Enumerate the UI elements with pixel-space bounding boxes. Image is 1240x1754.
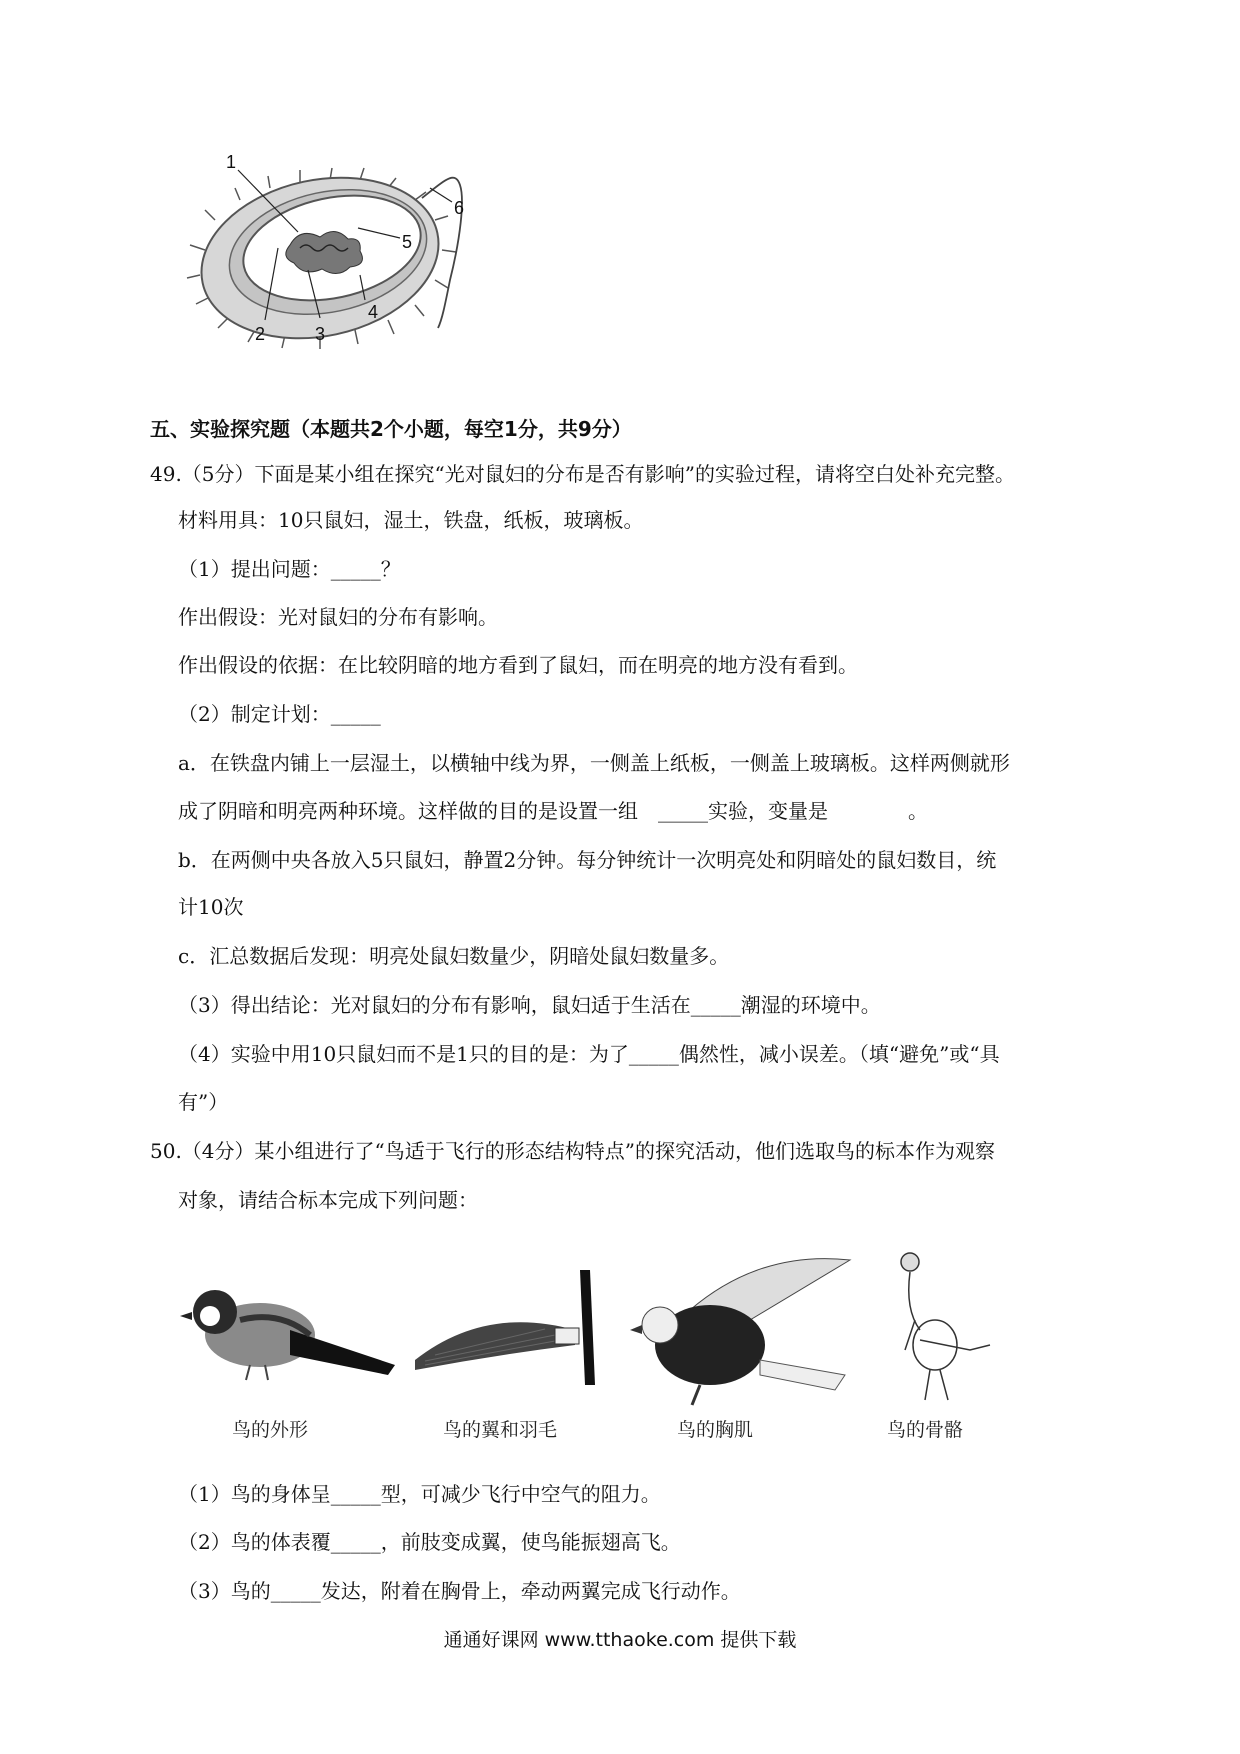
q50-stem-line1: 50.（4分）某小组进行了“鸟适于飞行的形态结构特点”的探究活动，他们选取鸟的标本作为观察 [150,1139,995,1163]
label-4: 4 [368,302,379,322]
q49-part3: （3）得出结论：光对鼠妇的分布有影响，鼠妇适于生活在_____潮湿的环境中。 [178,993,881,1017]
bird-wing-feather-image [405,1265,615,1395]
q49-hypothesis: 作出假设：光对鼠妇的分布有影响。 [178,605,498,629]
q49-part2: （2）制定计划：_____ [178,702,381,726]
section-title: 五、实验探究题（本题共2个小题，每空1分，共9分） [150,417,632,441]
q49-materials: 材料用具：10只鼠妇，湿土，铁盘，纸板，玻璃板。 [178,508,644,532]
label-2: 2 [255,324,266,344]
label-6: 6 [454,198,465,218]
bird-pectoral-muscle-image [630,1250,860,1410]
q49-step-b-line1: b．在两侧中央各放入5只鼠妇，静置2分钟。每分钟统计一次明亮处和阴暗处的鼠妇数目，统 [178,848,997,872]
caption-skeleton: 鸟的骨骼 [886,1419,963,1441]
q49-part1: （1）提出问题：_____？ [178,557,401,581]
bird-skeleton-image [880,1250,1000,1410]
q49-part4-line1: （4）实验中用10只鼠妇而不是1只的目的是：为了_____偶然性，减小误差。（填“避免”或“具 [178,1042,1000,1066]
label-3: 3 [315,324,326,344]
caption-wing-feather: 鸟的翼和羽毛 [442,1419,557,1441]
q49-step-a-line1: a．在铁盘内铺上一层湿土，以横轴中线为界，一侧盖上纸板，一侧盖上玻璃板。这样两侧就形 [178,751,1010,775]
label-1: 1 [226,152,237,172]
label-5: 5 [402,232,413,252]
q49-step-a-line2: 成了阴暗和明亮两种环境。这样做的目的是设置一组 _____实验，变量是 。 [178,799,928,823]
q49-step-c: c．汇总数据后发现：明亮处鼠妇数量少，阴暗处鼠妇数量多。 [178,944,730,968]
q49-part4-line2: 有”） [178,1090,229,1114]
q49-stem: 49.（5分）下面是某小组在探究“光对鼠妇的分布是否有影响”的实验过程，请将空白处补充完整。 [150,462,1015,486]
q50-part2: （2）鸟的体表覆_____，前肢变成翼，使鸟能振翅高飞。 [178,1530,681,1554]
q49-step-b-line2: 计10次 [178,895,244,919]
q50-stem-line2: 对象，请结合标本完成下列问题： [178,1188,478,1212]
q49-basis: 作出假设的依据：在比较阴暗的地方看到了鼠妇，而在明亮的地方没有看到。 [178,653,858,677]
page-footer: 通通好课网 www.tthaoke.com 提供下载 [443,1629,797,1651]
bird-exterior-image [180,1280,400,1390]
q50-part3: （3）鸟的_____发达，附着在胸骨上，牵动两翼完成飞行动作。 [178,1579,741,1603]
bacteria-diagram [160,140,480,370]
q50-part1: （1）鸟的身体呈_____型，可减少飞行中空气的阻力。 [178,1482,661,1506]
caption-exterior: 鸟的外形 [231,1419,308,1441]
caption-pectoral-muscle: 鸟的胸肌 [676,1419,753,1441]
